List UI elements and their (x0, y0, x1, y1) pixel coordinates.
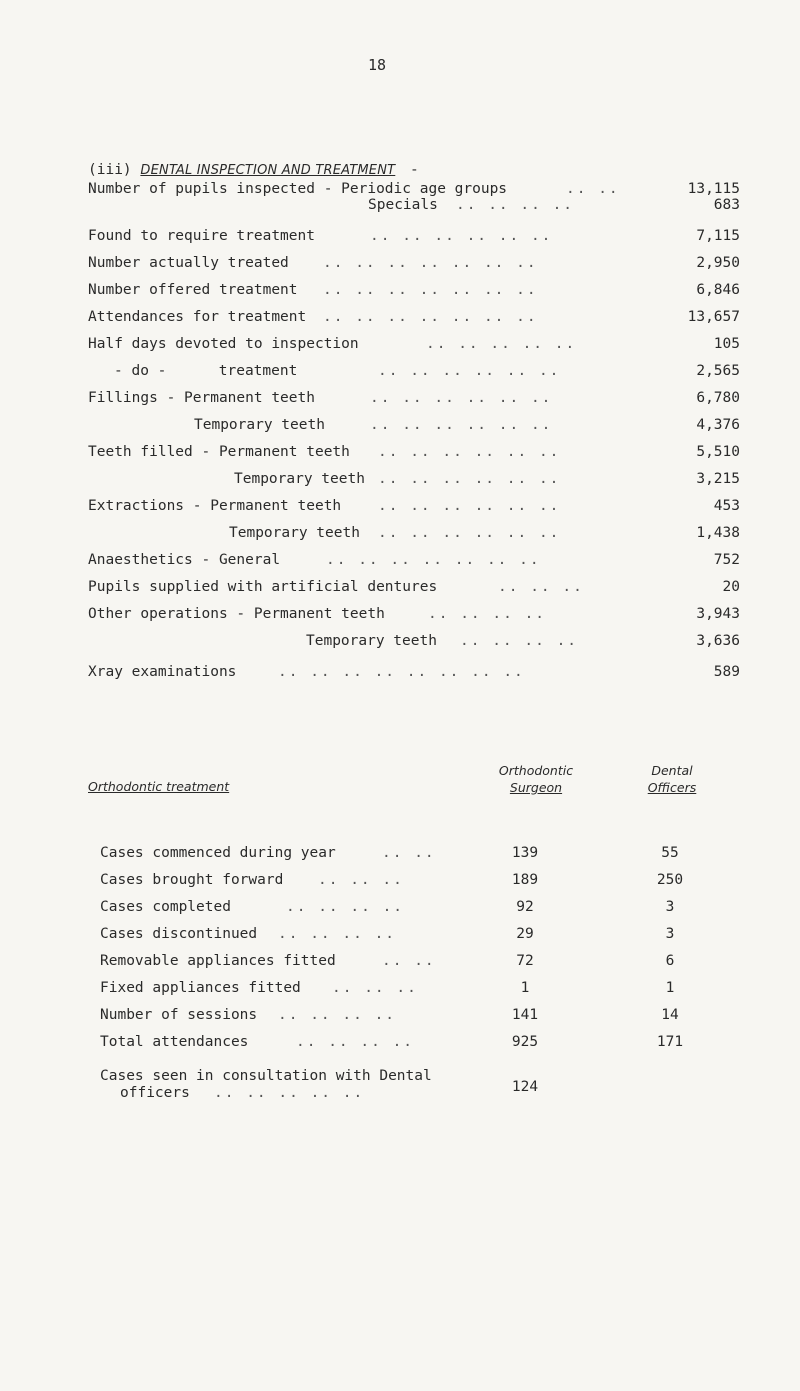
leader-dots: .. .. .. .. .. .. .. (326, 552, 541, 568)
col-head-surgeon-line2: Surgeon (509, 780, 563, 795)
col-head-officers-line1: Dental (651, 763, 693, 778)
ortho-officers-value: 1 (665, 980, 675, 996)
stat-label: Specials (368, 197, 438, 213)
stat-row-dentures (88, 579, 740, 599)
ortho-officers-value: 14 (661, 1007, 679, 1023)
leader-dots: .. .. .. .. .. .. (378, 444, 561, 460)
stat-row-filled-permanent (88, 444, 740, 464)
stat-value: 7,115 (696, 228, 740, 244)
stat-row-anaesthetics (88, 552, 740, 572)
leader-dots: .. .. .. .. .. .. (378, 363, 561, 379)
ortho-officers-value: 55 (661, 845, 679, 861)
leader-dots: .. .. .. .. .. .. (370, 417, 553, 433)
stat-value: 1,438 (696, 525, 740, 541)
stat-value: 453 (713, 498, 740, 514)
ortho-row-label: Fixed appliances fitted (100, 980, 301, 996)
leader-dots: .. .. .. .. (296, 1034, 415, 1050)
stat-row-half-days-inspection (88, 336, 740, 356)
ortho-row-label: Removable appliances fitted (100, 953, 336, 969)
ortho-title: Orthodontic treatment (88, 779, 230, 794)
leader-dots: .. .. .. .. (460, 633, 579, 649)
ortho-row (100, 872, 700, 894)
ortho-row-label: Cases brought forward (100, 872, 284, 888)
leader-dots: .. .. .. .. .. .. (370, 228, 553, 244)
stat-row-extractions-permanent (88, 498, 740, 518)
stat-value: 3,636 (696, 633, 740, 649)
stat-row-treated (88, 255, 740, 275)
leader-dots: .. .. (382, 953, 436, 969)
leader-dots: .. .. .. .. .. .. (378, 471, 561, 487)
leader-dots: .. .. .. .. (428, 606, 547, 622)
stat-label: - do - treatment (114, 363, 298, 379)
leader-dots: .. .. .. .. .. (214, 1085, 365, 1101)
col-head-surgeon (476, 762, 596, 796)
ortho-row-label: Cases seen in consultation with Dental (100, 1068, 432, 1084)
leader-dots: .. .. .. .. (278, 926, 397, 942)
stat-row-fillings-temporary (88, 417, 740, 437)
stat-value: 589 (713, 664, 740, 680)
stat-value: 4,376 (696, 417, 740, 433)
stat-value: 13,657 (687, 309, 740, 325)
leader-dots: .. .. .. .. .. .. .. (323, 309, 538, 325)
stat-label: Number offered treatment (88, 282, 298, 298)
ortho-surgeon-value: 29 (516, 926, 534, 942)
ortho-row-label: Cases commenced during year (100, 845, 336, 861)
ortho-surgeon-value: 189 (511, 872, 539, 888)
stat-label: Temporary teeth (229, 525, 360, 541)
ortho-surgeon-value: 925 (511, 1034, 539, 1050)
leader-dots: .. .. .. .. .. .. (378, 498, 561, 514)
stat-row-other-permanent (88, 606, 740, 626)
ortho-officers-value: 6 (665, 953, 675, 969)
stat-label: Temporary teeth (306, 633, 437, 649)
stat-row-other-temporary (88, 633, 740, 653)
stat-value: 683 (713, 197, 740, 213)
ortho-officers-value: 3 (665, 899, 675, 915)
stat-row-half-days-treatment (88, 363, 740, 383)
stat-row-require-treatment (88, 228, 740, 248)
leader-dots: .. .. .. (332, 980, 418, 996)
col-head-surgeon-line1: Orthodontic (498, 763, 574, 778)
stat-value: 20 (722, 579, 740, 595)
stat-row-xray (88, 664, 740, 684)
stat-value: 2,565 (696, 363, 740, 379)
stat-row-attendances (88, 309, 740, 329)
leader-dots: .. .. .. .. .. .. .. .. (278, 664, 525, 680)
ortho-surgeon-value: 92 (516, 899, 534, 915)
stat-label: Number actually treated (88, 255, 289, 271)
stat-label: Attendances for treatment (88, 309, 307, 325)
section-title (88, 162, 419, 178)
stat-label: Temporary teeth (234, 471, 365, 487)
leader-dots: .. .. .. .. .. .. .. (323, 255, 538, 271)
leader-dots: .. .. .. .. (286, 899, 405, 915)
stat-row-offered (88, 282, 740, 302)
stat-label: Anaesthetics - General (88, 552, 281, 568)
stat-label: Pupils supplied with artificial dentures (88, 579, 438, 595)
ortho-row (100, 1007, 700, 1029)
stat-value: 13,115 (687, 181, 740, 197)
stat-label: Extractions - Permanent teeth (88, 498, 342, 514)
stat-label: Found to require treatment (88, 228, 315, 244)
stat-value: 5,510 (696, 444, 740, 460)
stat-value: 6,780 (696, 390, 740, 406)
stat-value: 6,846 (696, 282, 740, 298)
leader-dots: .. .. .. .. (278, 1007, 397, 1023)
leader-dots: .. .. .. (498, 579, 584, 595)
section-heading: DENTAL INSPECTION AND TREATMENT (140, 163, 396, 178)
ortho-surgeon-value: 141 (511, 1007, 539, 1023)
leader-dots: .. .. .. .. .. .. (370, 390, 553, 406)
ortho-row-label: Number of sessions (100, 1007, 258, 1023)
stat-label: Fillings - Permanent teeth (88, 390, 315, 406)
ortho-officers-value: 250 (656, 872, 684, 888)
ortho-row-label: Cases discontinued (100, 926, 258, 942)
stat-label: Teeth filled - Permanent teeth (88, 444, 350, 460)
stat-value: 105 (713, 336, 740, 352)
col-head-officers-line2: Officers (647, 780, 697, 795)
ortho-row-consultation (100, 1068, 700, 1108)
ortho-surgeon-value: 72 (516, 953, 534, 969)
leader-dots: .. .. .. (318, 872, 404, 888)
ortho-officers-value: 171 (656, 1034, 684, 1050)
ortho-officers-value: 3 (665, 926, 675, 942)
ortho-row (100, 926, 700, 948)
leader-dots: .. .. .. .. .. .. (378, 525, 561, 541)
stat-label: Other operations - Permanent teeth (88, 606, 385, 622)
page-number: 18 (368, 56, 387, 74)
col-head-officers (622, 762, 722, 796)
stat-row-specials (88, 197, 740, 217)
leader-dots: .. .. (382, 845, 436, 861)
ortho-row-label: Cases completed (100, 899, 231, 915)
ortho-row (100, 845, 700, 867)
stat-label: Temporary teeth (194, 417, 325, 433)
stat-label: Half days devoted to inspection (88, 336, 359, 352)
ortho-row-label-cont: officers (120, 1085, 190, 1101)
stat-label: Number of pupils inspected - Periodic age groups (88, 181, 508, 197)
stat-value: 3,215 (696, 471, 740, 487)
stat-row-filled-temporary (88, 471, 740, 491)
stat-value: 752 (713, 552, 740, 568)
leader-dots: .. .. .. .. (456, 197, 575, 213)
stat-row-fillings-permanent (88, 390, 740, 410)
ortho-row (100, 953, 700, 975)
stat-label: Xray examinations (88, 664, 237, 680)
ortho-row (100, 980, 700, 1002)
stat-row-extractions-temporary (88, 525, 740, 545)
ortho-surgeon-value: 1 (520, 980, 530, 996)
leader-dots: .. .. .. .. .. .. .. (323, 282, 538, 298)
section-dash: - (410, 162, 419, 178)
stat-value: 3,943 (696, 606, 740, 622)
leader-dots: .. .. (566, 181, 620, 197)
leader-dots: .. .. .. .. .. (426, 336, 577, 352)
ortho-row-label: Total attendances (100, 1034, 249, 1050)
section-roman: (iii) (88, 162, 132, 178)
ortho-surgeon-value: 124 (511, 1079, 539, 1095)
ortho-row (100, 899, 700, 921)
ortho-surgeon-value: 139 (511, 845, 539, 861)
ortho-row (100, 1034, 700, 1056)
stat-value: 2,950 (696, 255, 740, 271)
